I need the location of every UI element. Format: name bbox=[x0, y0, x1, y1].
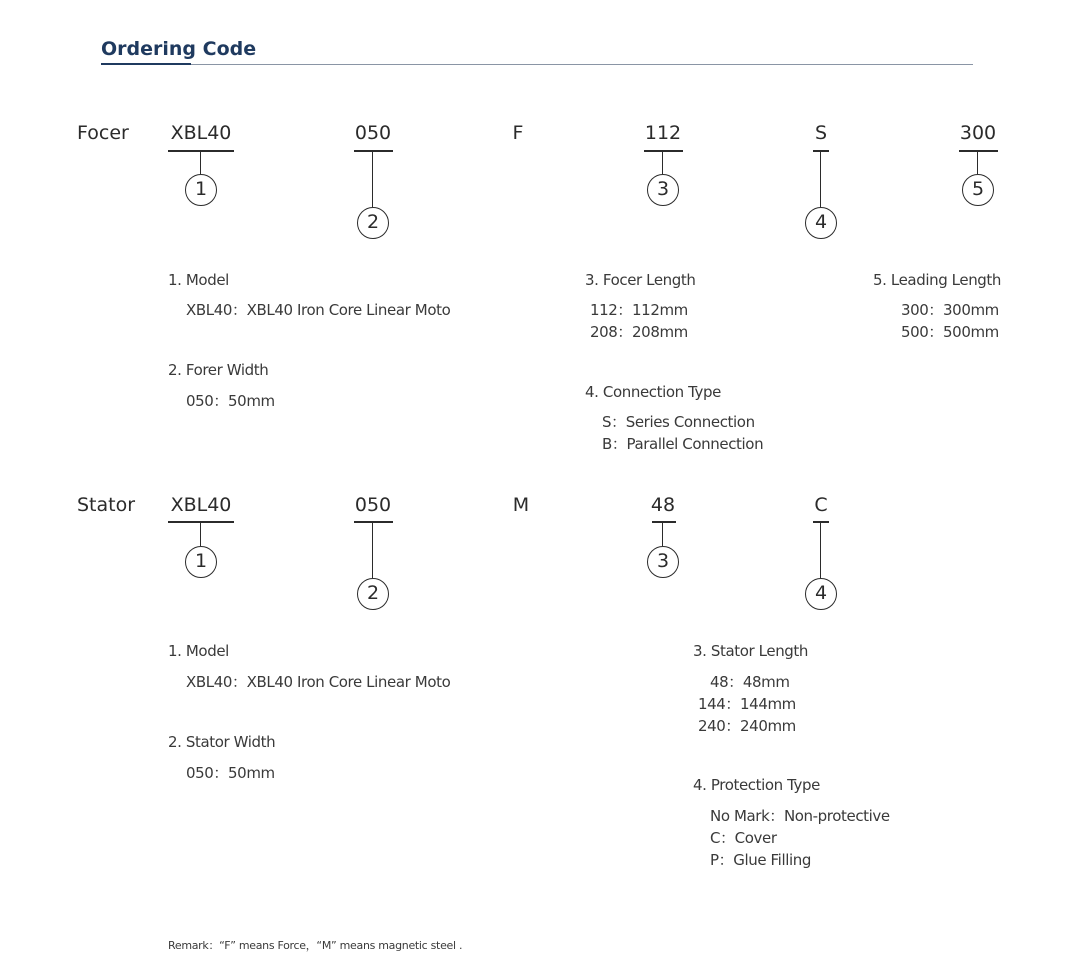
stator-width-connector bbox=[372, 521, 373, 578]
stator-callout-4: 4 bbox=[805, 578, 837, 610]
focer-connection-item: B：Parallel Connection bbox=[602, 435, 764, 453]
stator-protection-item: No Mark：Non-protective bbox=[710, 807, 890, 825]
stator-width-underline bbox=[354, 521, 393, 523]
stator-length-underline bbox=[652, 521, 676, 523]
focer-code-leading: 300 bbox=[959, 122, 997, 144]
stator-model-connector bbox=[200, 521, 201, 546]
focer-leading-item: 300：300mm bbox=[901, 301, 999, 319]
header-divider bbox=[101, 64, 973, 65]
focer-callout-3: 3 bbox=[647, 174, 679, 206]
focer-length-connector bbox=[662, 150, 663, 174]
focer-connection-connector bbox=[820, 150, 821, 207]
stator-row-label: Stator bbox=[77, 494, 136, 516]
remark-note: Remark：“F” means Force，“M” means magnetic steel . bbox=[168, 939, 463, 952]
stator-code-length: 48 bbox=[650, 494, 676, 516]
focer-width-heading: 2. Forer Width bbox=[168, 361, 269, 379]
focer-width-connector bbox=[372, 150, 373, 207]
stator-width-item: 050：50mm bbox=[186, 764, 275, 782]
stator-length-item: 240：240mm bbox=[698, 717, 796, 735]
stator-code-protection: C bbox=[814, 494, 828, 516]
focer-connection-heading: 4. Connection Type bbox=[585, 383, 721, 401]
page-title: Ordering Code bbox=[101, 38, 257, 60]
focer-width-item: 050：50mm bbox=[186, 392, 275, 410]
focer-length-item: 208：208mm bbox=[590, 323, 688, 341]
stator-length-item: 48：48mm bbox=[710, 673, 790, 691]
stator-code-width: 050 bbox=[354, 494, 392, 516]
stator-length-connector bbox=[662, 521, 663, 546]
focer-code-connection: S bbox=[814, 122, 828, 144]
focer-length-heading: 3. Focer Length bbox=[585, 271, 696, 289]
stator-model-item: XBL40：XBL40 Iron Core Linear Moto bbox=[186, 673, 451, 691]
focer-model-heading: 1. Model bbox=[168, 271, 229, 289]
stator-callout-1: 1 bbox=[185, 546, 217, 578]
focer-length-item: 112：112mm bbox=[590, 301, 688, 319]
focer-callout-2: 2 bbox=[357, 207, 389, 239]
focer-code-length: 112 bbox=[644, 122, 682, 144]
stator-code-type: M bbox=[512, 494, 530, 516]
focer-code-type: F bbox=[512, 122, 524, 144]
stator-length-item: 144：144mm bbox=[698, 695, 796, 713]
focer-leading-item: 500：500mm bbox=[901, 323, 999, 341]
stator-protection-heading: 4. Protection Type bbox=[693, 776, 820, 794]
stator-code-model: XBL40 bbox=[170, 494, 232, 516]
focer-code-width: 050 bbox=[354, 122, 392, 144]
stator-callout-3: 3 bbox=[647, 546, 679, 578]
focer-callout-5: 5 bbox=[962, 174, 994, 206]
focer-model-item: XBL40：XBL40 Iron Core Linear Moto bbox=[186, 301, 451, 319]
stator-callout-2: 2 bbox=[357, 578, 389, 610]
stator-protection-item: C：Cover bbox=[710, 829, 777, 847]
focer-model-connector bbox=[200, 150, 201, 174]
stator-width-heading: 2. Stator Width bbox=[168, 733, 276, 751]
stator-length-heading: 3. Stator Length bbox=[693, 642, 809, 660]
focer-code-model: XBL40 bbox=[170, 122, 232, 144]
focer-leading-connector bbox=[977, 150, 978, 174]
stator-model-heading: 1. Model bbox=[168, 642, 229, 660]
focer-leading-heading: 5. Leading Length bbox=[873, 271, 1002, 289]
stator-protection-connector bbox=[820, 521, 821, 578]
title-underline bbox=[101, 63, 191, 65]
focer-length-underline bbox=[644, 150, 683, 152]
focer-callout-1: 1 bbox=[185, 174, 217, 206]
focer-width-underline bbox=[354, 150, 393, 152]
focer-connection-item: S：Series Connection bbox=[602, 413, 755, 431]
focer-leading-underline bbox=[959, 150, 998, 152]
stator-protection-item: P：Glue Filling bbox=[710, 851, 811, 869]
focer-callout-4: 4 bbox=[805, 207, 837, 239]
focer-row-label: Focer bbox=[77, 122, 129, 144]
